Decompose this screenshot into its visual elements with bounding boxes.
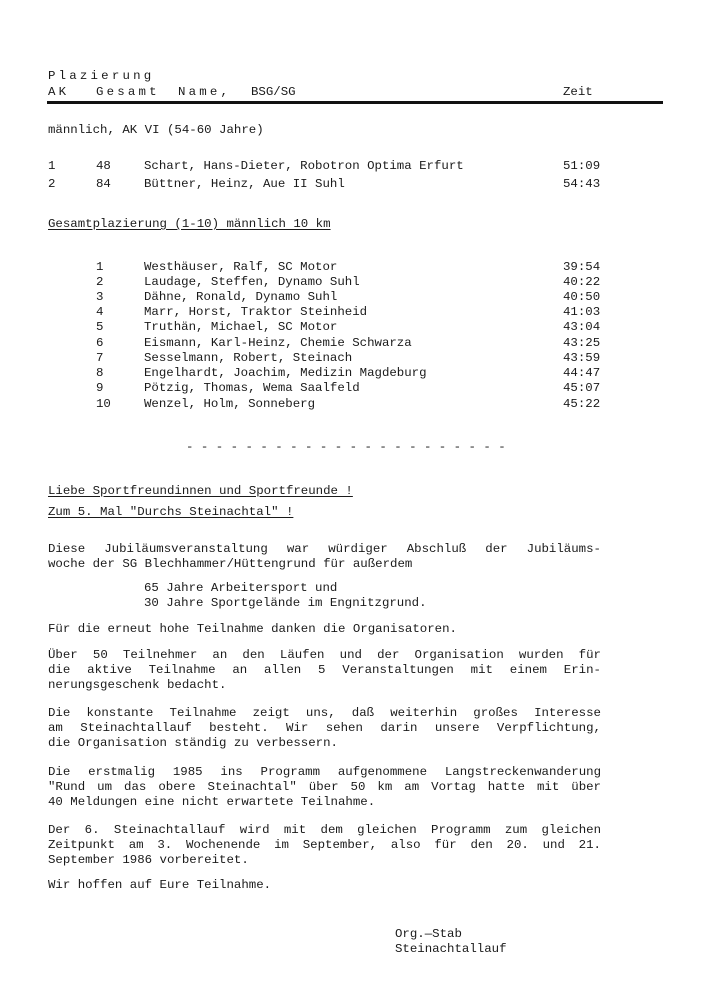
cell-zeit: 40:50 (563, 290, 601, 304)
paragraph-wanderung (48, 765, 601, 810)
cell-place: 2 (96, 275, 104, 289)
cell-zeit: 45:07 (563, 381, 601, 395)
cell-place: 9 (96, 381, 104, 395)
paragraph-line: Zeitpunkt am 3. Wochenende im September, also für den 20. und 21. (48, 838, 601, 852)
paragraph-line: Diese Jubiläumsveranstaltung war würdiger Abschluß der Jubiläums- (48, 542, 601, 556)
header-plazierung: Plazierung (48, 69, 155, 83)
cell-gesamt: 84 (96, 177, 111, 191)
indent-line: 65 Jahre Arbeitersport und (144, 581, 338, 595)
paragraph-line: woche der SG Blechhammer/Hüttengrund für außerdem (48, 557, 413, 571)
cell-name: Marr, Horst, Traktor Steinheid (144, 305, 368, 319)
cell-name: Dähne, Ronald, Dynamo Suhl (144, 290, 338, 304)
cell-place: 3 (96, 290, 104, 304)
header-zeit: Zeit (563, 85, 593, 99)
paragraph-dank: Für die erneut hohe Teilnahme danken die Organisatoren. (48, 622, 457, 636)
signature-line: Steinachtallauf (395, 942, 507, 956)
paragraph-jubilaeum (48, 542, 601, 572)
cell-name: Wenzel, Holm, Sonneberg (144, 397, 316, 411)
cell-zeit: 39:54 (563, 260, 601, 274)
cell-ak: 2 (48, 177, 56, 191)
paragraph-line: nerungsgeschenk bedacht. (48, 678, 227, 692)
letter-subtitle: Zum 5. Mal "Durchs Steinachtal" ! (48, 505, 294, 519)
cell-zeit: 41:03 (563, 305, 601, 319)
cell-zeit: 45:22 (563, 397, 601, 411)
paragraph-teilnehmer (48, 648, 601, 693)
cell-zeit: 43:25 (563, 336, 601, 350)
category-title: männlich, AK VI (54-60 Jahre) (48, 123, 264, 137)
header-ak: AK (48, 85, 70, 99)
paragraph-interesse (48, 706, 601, 751)
cell-zeit: 51:09 (563, 159, 601, 173)
paragraph-naechster-lauf (48, 823, 601, 868)
cell-name: Laudage, Steffen, Dynamo Suhl (144, 275, 360, 289)
cell-ak: 1 (48, 159, 56, 173)
cell-zeit: 40:22 (563, 275, 601, 289)
cell-zeit: 43:59 (563, 351, 601, 365)
cell-place: 10 (96, 397, 111, 411)
header-name: Name, (178, 85, 232, 99)
paragraph-line: 40 Meldungen eine nicht erwartete Teilnahme. (48, 795, 376, 809)
header-gesamt: Gesamt (96, 85, 160, 99)
header-bsg: BSG/SG (251, 85, 296, 99)
overall-title: Gesamtplazierung (1-10) männlich 10 km (48, 217, 331, 231)
cell-place: 7 (96, 351, 104, 365)
cell-place: 5 (96, 320, 104, 334)
paragraph-line: September 1986 vorbereitet. (48, 853, 249, 867)
cell-name: Sesselmann, Robert, Steinach (144, 351, 353, 365)
cell-name: Engelhardt, Joachim, Medizin Magdeburg (144, 366, 427, 380)
cell-name: Pötzig, Thomas, Wema Saalfeld (144, 381, 360, 395)
cell-name: Truthän, Michael, SC Motor (144, 320, 338, 334)
paragraph-line: Die konstante Teilnahme zeigt uns, daß weiterhin großes Interesse (48, 706, 601, 720)
cell-place: 4 (96, 305, 104, 319)
paragraph-line: die aktive Teilnahme an allen 5 Veranstaltungen mit einem Erin- (48, 663, 601, 677)
cell-zeit: 54:43 (563, 177, 601, 191)
cell-zeit: 44:47 (563, 366, 601, 380)
paragraph-line: Über 50 Teilnehmer an den Läufen und der Organisation wurden für (48, 648, 601, 662)
cell-name: Schart, Hans-Dieter, Robotron Optima Erfurt (144, 159, 464, 173)
cell-place: 8 (96, 366, 104, 380)
cell-gesamt: 48 (96, 159, 111, 173)
paragraph-line: Der 6. Steinachtallauf wird mit dem gleichen Programm zum gleichen (48, 823, 601, 837)
dashed-separator: - - - - - - - - - - - - - - - - - - - - - - (186, 440, 506, 454)
header-rule (47, 101, 663, 104)
paragraph-line: "Rund um das obere Steinachtal" über 50 km am Vortag hatte mit über (48, 780, 601, 794)
cell-zeit: 43:04 (563, 320, 601, 334)
cell-name: Eismann, Karl-Heinz, Chemie Schwarza (144, 336, 412, 350)
paragraph-line: am Steinachtallauf besteht. Wir sehen darin unsere Verpflichtung, (48, 721, 601, 735)
cell-place: 6 (96, 336, 104, 350)
cell-name: Büttner, Heinz, Aue II Suhl (144, 177, 345, 191)
letter-greeting: Liebe Sportfreundinnen und Sportfreunde ! (48, 484, 353, 498)
signature-line: Org.—Stab (395, 927, 462, 941)
paragraph-hoffnung: Wir hoffen auf Eure Teilnahme. (48, 878, 272, 892)
cell-place: 1 (96, 260, 104, 274)
indent-line: 30 Jahre Sportgelände im Engnitzgrund. (144, 596, 427, 610)
paragraph-line: Die erstmalig 1985 ins Programm aufgenommene Langstreckenwanderung (48, 765, 601, 779)
cell-name: Westhäuser, Ralf, SC Motor (144, 260, 338, 274)
paragraph-line: die Organisation ständig zu verbessern. (48, 736, 338, 750)
